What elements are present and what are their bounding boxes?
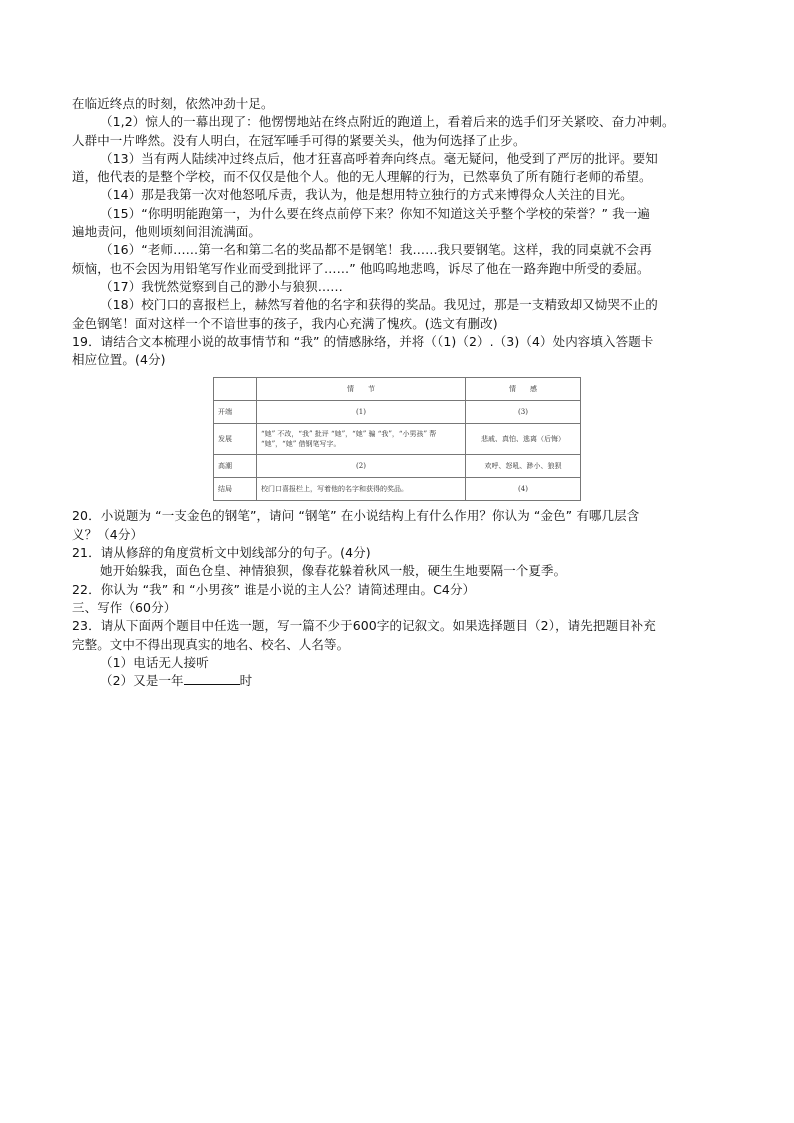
table-row: [214, 424, 581, 455]
text-line: 在临近终点的时刻，依然冲劲十足。: [72, 96, 274, 111]
plot-emotion-table: [213, 377, 581, 501]
table-row: [214, 401, 581, 424]
table-cell-emotion: 悲戚、真怕、逃离（后悔）: [466, 424, 581, 455]
text-line: （14）那是我第一次对他怒吼斥责，我认为，他是想用特立独行的方式来博得众人关注的目光。: [100, 187, 633, 203]
table-cell-emotion: (3): [466, 401, 581, 424]
text-line: 21．请从修辞的角度赏析文中划线部分的句子。(4分): [72, 545, 371, 561]
text-line: （17）我恍然觉察到自己的渺小与狼狈……: [100, 278, 343, 294]
text-line: （16）“老师……第一名和第二名的奖品都不是钢笔！我……我只要钢笔。这样，我的同桌就不会再: [100, 242, 652, 258]
text-line: 23．请从下面两个题目中任选一题，写一篇不少于600字的记叙文。如果选择题目（2），请先把题目补充: [72, 618, 656, 634]
table-cell-stage: 结局: [214, 478, 257, 501]
essay-option-2: [72, 672, 732, 690]
table-header-plot: 情 节: [257, 378, 466, 401]
text-line: （18）校门口的喜报栏上，赫然写着他的名字和获得的奖品。我见过，那是一支精致却又恸哭不止的: [100, 297, 658, 313]
text-line: 完整。文中不得出现真实的地名、校名、人名等。: [72, 636, 350, 652]
table-cell-stage: 开端: [214, 401, 257, 424]
text-line: （15）“你明明能跑第一，为什么要在终点前停下来？你知不知道这关乎整个学校的荣誉？” 我一遍: [100, 205, 650, 221]
table-cell-emotion: 欢呼、怒吼、渺小、狼狈: [466, 455, 581, 478]
text-line: （1）电话无人接听: [100, 654, 209, 670]
text-line: 遍地责问，他则顷刻间泪流满面。: [72, 224, 262, 240]
text-line: （13）当有两人陆续冲过终点后，他才狂喜高呼着奔向终点。毫无疑问，他受到了严厉的批评。要知: [100, 150, 658, 166]
table-row: [214, 478, 581, 501]
text-line: 金色钢笔！面对这样一个不谙世事的孩子，我内心充满了愧疚。(选文有删改): [72, 315, 498, 331]
table-cell-plot: (2): [257, 455, 466, 478]
table-header-row: [214, 378, 581, 401]
text-line: （1,2）惊人的一幕出现了：他愣愣地站在终点附近的跑道上，看着后来的选手们牙关紧咬、奋力冲刺。: [100, 114, 675, 130]
table-cell-plot: “她” 不改，“我” 批评 “她”，“她” 骗 “我”，“小男孩” 帮 “她”，“她” 借钢笔写字。: [257, 424, 466, 455]
text-line: 20．小说题为 “一支金色的钢笔”，请问 “钢笔” 在小说结构上有什么作用？你认为 “金色” 有哪几层含: [72, 508, 640, 524]
table-header-emotion: 情 感: [466, 378, 581, 401]
table-cell-plot: (1): [257, 401, 466, 424]
document-page: [72, 95, 732, 690]
text-line: 22．你认为 “我” 和 “小男孩” 谁是小说的主人公？请简述理由。C4分）: [72, 581, 476, 597]
essay-option-2-prefix: （2）又是一年: [100, 673, 184, 689]
passage-text: [72, 95, 732, 369]
text-line: 烦恼，也不会因为用铅笔写作业而受到批评了……” 他呜呜地悲鸣，诉尽了他在一路奔跑中所受的委屈。: [72, 260, 650, 276]
table-row: [214, 455, 581, 478]
text-line: 19．请结合文本梳理小说的故事情节和 “我” 的情感脉络，并将（（1)（2）.（3)（4）处内容填入答题卡: [72, 333, 654, 349]
questions-text: [72, 507, 732, 672]
text-line: 三、写作（60分）: [72, 599, 177, 615]
table-cell-stage: 高潮: [214, 455, 257, 478]
plot-emotion-table-wrap: [213, 377, 581, 501]
text-line: 道，他代表的是整个学校，而不仅仅是他个人。他的无人理解的行为，已然辜负了所有随行老师的希望。: [72, 169, 652, 185]
text-line: 她开始躲我，面色仓皇、神情狼狈，像春花躲着秋风一般，硬生生地要隔一个夏季。: [100, 563, 567, 579]
text-line: 义？（4分）: [72, 526, 144, 542]
table-cell-emotion: (4): [466, 478, 581, 501]
table-cell-plot: 校门口喜报栏上，写着他的名字和获得的奖品。: [257, 478, 466, 501]
table-cell-stage: 发展: [214, 424, 257, 455]
text-line: 相应位置。(4分): [72, 352, 166, 368]
table-header-stage: [214, 378, 257, 401]
text-line: 人群中一片哗然。没有人明白，在冠军唾手可得的紧要关头，他为何选择了止步。: [72, 132, 526, 148]
fill-in-blank: [184, 672, 240, 685]
essay-option-2-suffix: 时: [239, 673, 253, 689]
